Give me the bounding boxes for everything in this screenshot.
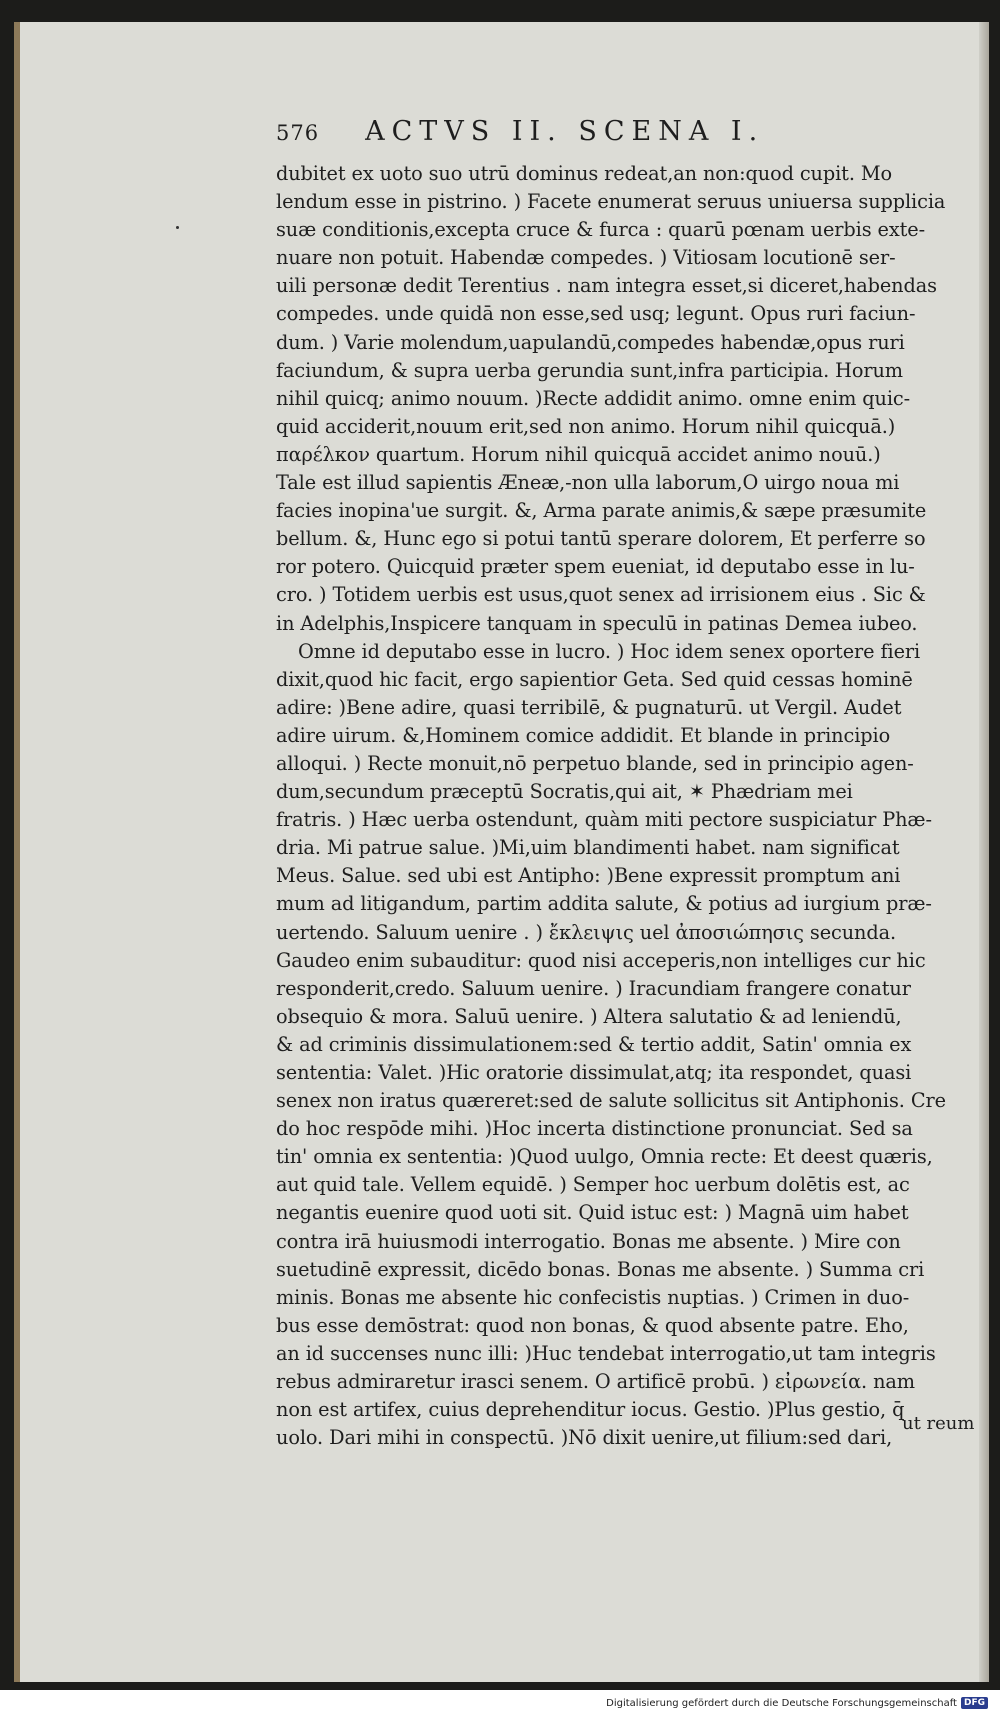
text-line: rebus admiraretur irasci senem. O artificē probū. ) εἰρωνεία. nam	[276, 1370, 915, 1394]
text-line: faciundum, & supra uerba gerundia sunt,infra participia. Horum	[276, 358, 903, 382]
page-number: 576	[276, 121, 320, 145]
text-line: adire: )Bene adire, quasi terribilē, & pugnaturū. ut Vergil. Audet	[276, 695, 902, 719]
text-line: contra irā huiusmodi interrogatio. Bonas me absente. ) Mire con	[276, 1229, 901, 1253]
text-line: fratris. ) Hæc uerba ostendunt, quàm miti pectore suspiciatur Phæ-	[276, 808, 932, 832]
text-line: παρέλκον quartum. Horum nihil quicquā accidet animo nouū.)	[276, 442, 881, 466]
text-line: Gaudeo enim subauditur: quod nisi acceperis,non intelliges cur hic	[276, 948, 926, 972]
text-line: minis. Bonas me absente hic confecistis nuptias. ) Crimen in duo-	[276, 1285, 910, 1309]
text-line: quid acciderit,nouum erit,sed non animo. Horum nihil quicquā.)	[276, 414, 896, 438]
text-line: obsequio & mora. Saluū uenire. ) Altera salutatio & ad leniendū,	[276, 1004, 902, 1028]
text-line: dubitet ex uoto suo utrū dominus redeat,an non:quod cupit. Mo	[276, 162, 893, 185]
text-line: dum. ) Varie molendum,uapulandū,compedes habendæ,opus ruri	[276, 330, 905, 354]
text-line: sententia: Valet. )Hic oratorie dissimulat,atq; ita respondet, quasi	[276, 1061, 912, 1084]
text-line: do hoc respōde mihi. )Hoc incerta distinctione pronunciat. Sed sa	[276, 1117, 913, 1141]
text-line: facies inopina'ue surgit. &, Arma parate animis,& sæpe præsumite	[276, 499, 927, 523]
dfg-logo-icon: DFG	[961, 1697, 988, 1709]
text-line: compedes. unde quidā non esse,sed usq; legunt. Opus ruri faciun-	[276, 302, 916, 326]
text-line: dria. Mi patrue salue. )Mi,uim blandimenti habet. nam significat	[276, 836, 900, 860]
text-line: Tale est illud sapientis Æneæ,-non ulla laborum,O uirgo noua mi	[276, 471, 900, 495]
text-line: & ad criminis dissimulationem:sed & tertio addit, Satin' omnia ex	[276, 1032, 912, 1056]
text-line: senex non iratus quæreret:sed de salute sollicitus sit Antiphonis. Cre	[276, 1089, 946, 1113]
text-line: lendum esse in pistrino. ) Facete enumerat seruus uniuersa supplicia	[276, 190, 946, 214]
text-line: responderit,credo. Saluum uenire. ) Iracundiam frangere conatur	[276, 976, 911, 1000]
text-line: in Adelphis,Inspicere tanquam in speculū in patinas Demea iubeo.	[276, 611, 918, 635]
page-header	[276, 116, 926, 160]
text-line: aut quid tale. Vellem equidē. ) Semper hoc uerbum dolētis est, ac	[276, 1173, 910, 1197]
footer-text: Digitalisierung gefördert durch die Deutsche Forschungsgemeinschaft	[606, 1697, 957, 1709]
catchword: ut reum	[902, 1413, 975, 1434]
text-line: uili personæ dedit Terentius . nam integra esset,si diceret,habendas	[276, 274, 937, 298]
text-line: dum,secundum præceptū Socratis,qui ait, ✶ Phædriam mei	[276, 780, 853, 804]
text-line: uertendo. Saluum uenire . ) ἔκλειψις uel ἀποσιώπησις secunda.	[276, 920, 897, 944]
text-line: dixit,quod hic facit, ergo sapientior Geta. Sed quid cessas hominē	[276, 667, 913, 691]
text-line: tin' omnia ex sententia: )Quod uulgo, Omnia recte: Et deest quæris,	[276, 1145, 933, 1169]
text-line: Meus. Salue. sed ubi est Antipho: )Bene expressit promptum ani	[276, 864, 901, 888]
text-line: nihil quicq; animo nouum. )Recte addidit animo. omne enim quic-	[276, 386, 911, 410]
text-line: ror potero. Quicquid præter spem eueniat, id deputabo esse in lu-	[276, 555, 915, 579]
digitization-footer	[606, 1697, 988, 1709]
text-line: negantis euenire quod uoti sit. Quid istuc est: ) Magnā uim habet	[276, 1201, 909, 1225]
text-line: an id succenses nunc illi: )Huc tendebat interrogatio,ut tam integris	[276, 1341, 936, 1365]
text-line: adire uirum. &,Hominem comice addidit. Et blande in principio	[276, 723, 891, 747]
text-line: mum ad litigandum, partim addita salute, & potius ad iurgium præ-	[276, 892, 932, 916]
text-line: cro. ) Totidem uerbis est usus,quot senex ad irrisionem eius . Sic &	[276, 583, 926, 607]
text-line: bus esse demōstrat: quod non bonas, & quod absente patre. Eho,	[276, 1313, 909, 1337]
text-line: bellum. &, Hunc ego si potui tantū sperare dolorem, Et perferre so	[276, 527, 926, 551]
text-line: non est artifex, cuius deprehenditur iocus. Gestio. )Plus gestio, q̄	[276, 1398, 905, 1422]
text-line: Omne id deputabo esse in lucro. ) Hoc idem senex oportere fieri	[298, 639, 921, 663]
text-line: suæ conditionis,excepta cruce & furca : quarū pœnam uerbis exte-	[276, 218, 926, 242]
text-line: alloqui. ) Recte monuit,nō perpetuo blande, sed in principio agen-	[276, 751, 914, 775]
page-edge	[979, 22, 989, 1682]
text-line: suetudinē expressit, dicēdo bonas. Bonas me absente. ) Summa cri	[276, 1257, 925, 1281]
running-title: ACTVS II. SCENA I.	[365, 116, 765, 147]
text-line: nuare non potuit. Habendæ compedes. ) Vitiosam locutionē ser-	[276, 246, 896, 270]
text-line: uolo. Dari mihi in conspectū. )Nō dixit uenire,ut filium:sed dari,	[276, 1426, 893, 1450]
margin-speck	[176, 226, 179, 229]
